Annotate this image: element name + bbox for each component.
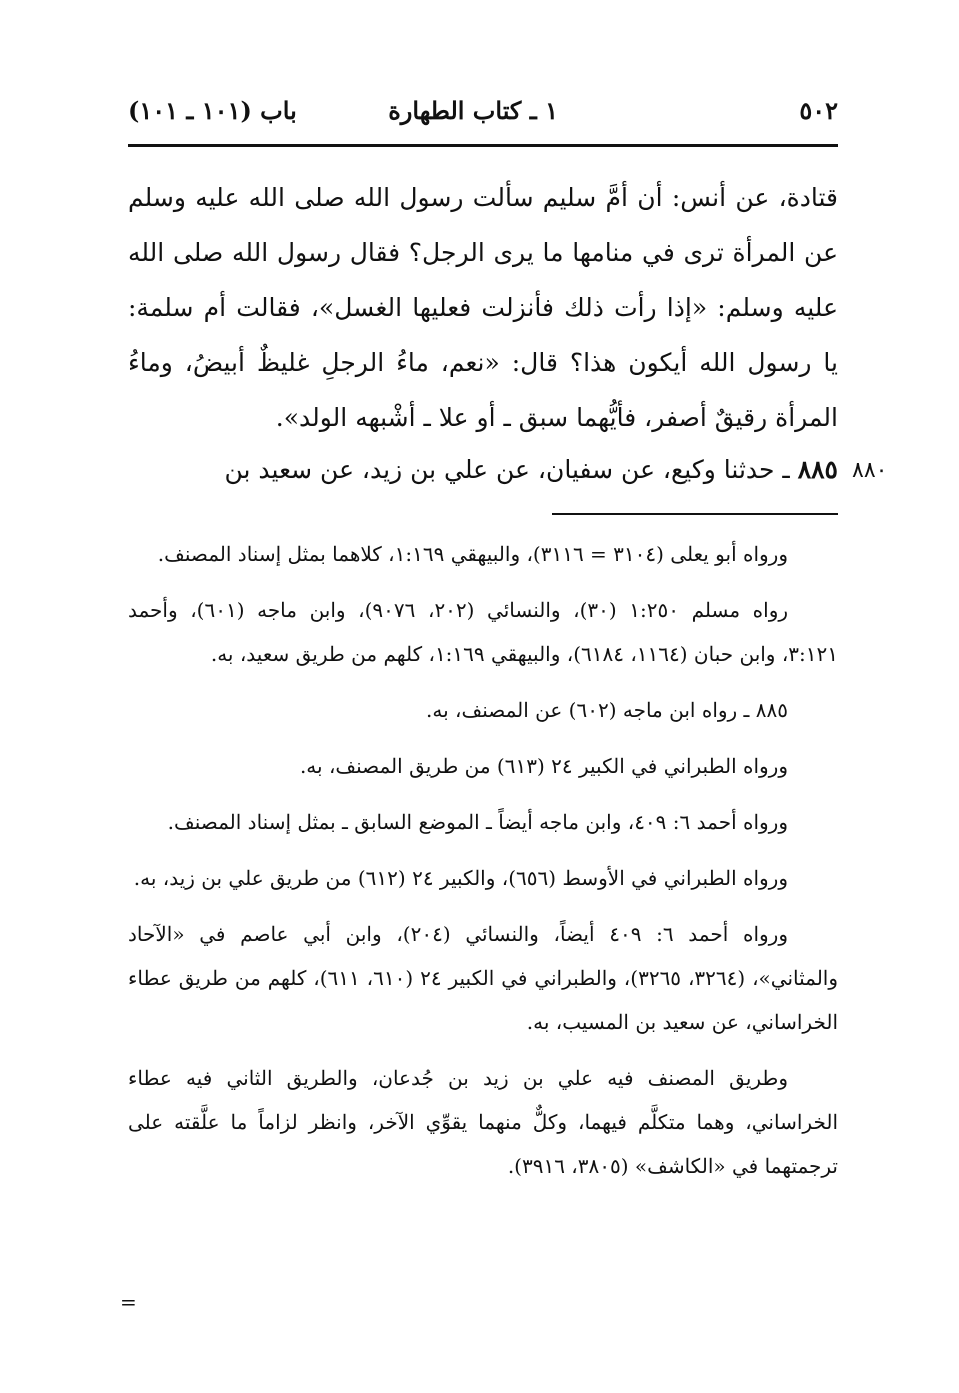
page-header	[128, 90, 838, 134]
page-number: ٥٠٢	[799, 96, 838, 125]
hadith-text: ـ حدثنا وكيع، عن سفيان، عن علي بن زيد، عن سعيد بن	[224, 455, 790, 484]
main-text	[128, 170, 838, 445]
footnote-paragraph: وطريق المصنف فيه علي بن زيد بن جُدعان، والطريق الثاني فيه عطاء الخراساني، وهما متكلَّم فيهما، وكلٌّ منهما يقوِّي الآخر، وانظر لزاماً ما علَّقته على ترجمتهما في «الكاشف» (٣٨٠٥، ٣٩١٦).	[128, 1066, 838, 1178]
main-paragraph: قتادة، عن أنس: أن أمَّ سليم سألت رسول الله صلى الله عليه وسلم عن المرأة ترى في منامها ما يرى الرجل؟ فقال رسول الله صلى الله عليه وسلم: «إذا رأت ذلك فأنزلت فعليها الغسل»، فقالت أم سلمة: يا رسول الله أيكون هذا؟ قال: «نعم، ماءُ الرجلِ غليظٌ أبيضُ، وماءُ المرأة رقيقٌ أصفر، فأيُّهما سبق ـ أو علا ـ أشْبهه الولد».	[128, 183, 838, 432]
margin-number: ٨٨٠	[852, 458, 888, 483]
footnote-paragraph: ورواه الطبراني في الأوسط (٦٥٦)، والكبير ٢٤ (٦١٢) من طريق علي بن زيد، به.	[133, 866, 788, 890]
book-title: ١ ـ كتاب الطهارة	[388, 96, 558, 125]
footnotes	[128, 532, 838, 1200]
footnote-paragraph: ورواه أحمد ٦: ٤٠٩، وابن ماجه أيضاً ـ الموضع السابق ـ بمثل إسناد المصنف.	[167, 810, 788, 834]
continuation-mark: =	[120, 1290, 137, 1314]
hadith-number: ٨٨٥	[797, 455, 838, 484]
footnote-paragraph: ٨٨٥ ـ رواه ابن ماجه (٦٠٢) عن المصنف، به.	[426, 698, 788, 722]
footnote-paragraph: رواه مسلم ١:٢٥٠ (٣٠)، والنسائي (٢٠٢، ٩٠٧٦)، وابن ماجه (٦٠١)، وأحمد ٣:١٢١، وابن حبان (١١٦٤، ٦١٨٤)، والبيهقي ١:١٦٩، كلهم من طريق سعيد، به.	[128, 598, 838, 666]
footnote-paragraph: ورواه أبو يعلى (٣١٠٤ = ٣١١٦)، والبيهقي ١:١٦٩، كلاهما بمثل إسناد المصنف.	[157, 542, 788, 566]
footnote-paragraph: ورواه الطبراني في الكبير ٢٤ (٦١٣) من طريق المصنف، به.	[299, 754, 788, 778]
footnote-divider	[552, 513, 838, 515]
footnote-paragraph: ورواه أحمد ٦: ٤٠٩ أيضاً، والنسائي (٢٠٤)، وابن أبي عاصم في «الآحاد والمثاني»، (٣٢٦٤، ٣٢٦٥)، والطبراني في الكبير ٢٤ (٦١٠، ٦١١)، كلهم من طريق عطاء الخراساني، عن سعيد بن المسيب، به.	[128, 922, 839, 1034]
chapter-reference: باب (١٠١ ـ ١٠١)	[128, 96, 297, 125]
header-divider	[128, 144, 838, 147]
hadith-paragraph	[128, 445, 838, 495]
